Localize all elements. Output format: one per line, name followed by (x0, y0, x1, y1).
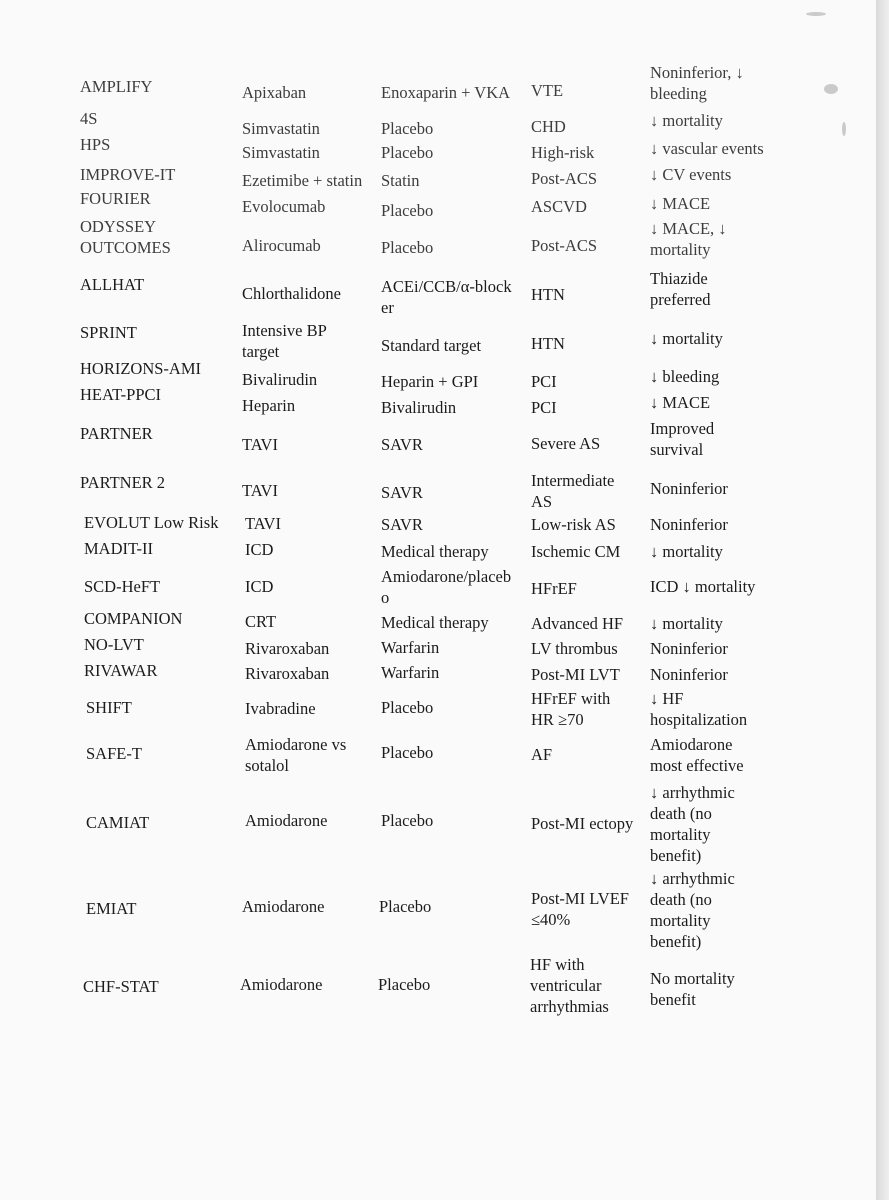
trial-name: SPRINT (80, 323, 137, 342)
comparator: ACEi/CCB/α-block er (381, 277, 512, 317)
comparator: Placebo (381, 743, 434, 762)
intervention: Simvastatin (242, 143, 320, 162)
comparator: Heparin + GPI (381, 372, 479, 391)
comparator: Placebo (381, 238, 434, 257)
intervention: Amiodarone (240, 975, 323, 994)
outcome: ↓ MACE (650, 194, 711, 213)
trial-name: AMPLIFY (80, 77, 153, 96)
comparator: SAVR (381, 435, 423, 454)
outcome: Noninferior, ↓ bleeding (650, 63, 744, 103)
population: HTN (531, 334, 565, 353)
comparator: Placebo (381, 143, 434, 162)
intervention: Rivaroxaban (245, 664, 330, 683)
population: HFrEF (531, 579, 577, 598)
outcome: ↓ mortality (650, 111, 723, 130)
population: PCI (531, 372, 557, 391)
population: HTN (531, 285, 565, 304)
population: Post-ACS (531, 236, 598, 255)
outcome: No mortality benefit (650, 969, 735, 1009)
trial-name: SHIFT (86, 698, 132, 717)
outcome: Noninferior (650, 639, 728, 658)
population: AF (531, 745, 553, 764)
comparator: Statin (381, 171, 420, 190)
comparator: Standard target (381, 336, 482, 355)
intervention: Simvastatin (242, 119, 320, 138)
population: ASCVD (531, 197, 587, 216)
outcome: ↓ mortality (650, 542, 723, 561)
trial-name: FOURIER (80, 189, 151, 208)
intervention: Chlorthalidone (242, 284, 341, 303)
trial-name: 4S (80, 109, 98, 128)
trial-name: HORIZONS-AMI (80, 359, 201, 378)
intervention: CRT (245, 612, 277, 631)
outcome: ↓ vascular events (650, 139, 764, 158)
comparator: Placebo (378, 975, 431, 994)
trial-name: SAFE-T (86, 744, 142, 763)
population: Post-MI ectopy (531, 814, 634, 833)
comparator: Placebo (381, 119, 434, 138)
trial-name: MADIT-II (84, 539, 154, 558)
outcome: ↓ CV events (650, 165, 732, 184)
intervention: Alirocumab (242, 236, 321, 255)
comparator: Placebo (379, 897, 432, 916)
outcome: Amiodarone most effective (650, 735, 744, 775)
page-edge-shadow (876, 0, 889, 1200)
outcome: ↓ mortality (650, 614, 723, 633)
intervention: Amiodarone (242, 897, 325, 916)
population: Severe AS (531, 434, 601, 453)
population: PCI (531, 398, 557, 417)
intervention: Heparin (242, 396, 296, 415)
intervention: TAVI (242, 481, 278, 500)
population: Post-MI LVT (531, 665, 620, 684)
intervention: Amiodarone (245, 811, 328, 830)
trial-name: HEAT-PPCI (80, 385, 161, 404)
intervention: Intensive BP target (242, 321, 327, 361)
intervention: Evolocumab (242, 197, 326, 216)
intervention: TAVI (242, 435, 278, 454)
outcome: ↓ arrhythmic death (no mortality benefit) (650, 869, 735, 951)
intervention: Bivalirudin (242, 370, 318, 389)
outcome: ↓ MACE, ↓ mortality (650, 219, 727, 259)
trial-name: NO-LVT (84, 635, 144, 654)
population: HFrEF with HR ≥70 (531, 689, 611, 729)
trial-name: CAMIAT (86, 813, 150, 832)
population: Ischemic CM (531, 542, 621, 561)
trial-name: ODYSSEY OUTCOMES (80, 217, 171, 257)
trial-name: COMPANION (84, 609, 183, 628)
comparator: SAVR (381, 515, 423, 534)
trial-name: PARTNER 2 (80, 473, 166, 492)
trial-name: ALLHAT (80, 275, 145, 294)
intervention: Rivaroxaban (245, 639, 330, 658)
outcome: Noninferior (650, 479, 728, 498)
population: Post-ACS (531, 169, 598, 188)
comparator: Medical therapy (381, 613, 489, 632)
comparator: Amiodarone/placeb o (381, 567, 512, 607)
outcome: ↓ HF hospitalization (650, 689, 748, 729)
trial-name: RIVAWAR (84, 661, 158, 680)
trial-name: PARTNER (80, 424, 153, 443)
comparator: Bivalirudin (381, 398, 457, 417)
population: CHD (531, 117, 566, 136)
comparator: Medical therapy (381, 542, 489, 561)
trial-name: HPS (80, 135, 111, 154)
outcome: ↓ mortality (650, 329, 723, 348)
intervention: ICD (245, 577, 274, 596)
outcome: Noninferior (650, 665, 728, 684)
intervention: Ezetimibe + statin (242, 171, 363, 190)
comparator: Placebo (381, 811, 434, 830)
intervention: ICD (245, 540, 274, 559)
comparator: Enoxaparin + VKA (381, 83, 511, 102)
comparator: Placebo (381, 698, 434, 717)
population: Low-risk AS (531, 515, 616, 534)
comparator: SAVR (381, 483, 423, 502)
trial-name: SCD-HeFT (84, 577, 161, 596)
population: Post-MI LVEF ≤40% (531, 889, 629, 929)
page-mark (806, 12, 826, 16)
trial-name: EVOLUT Low Risk (84, 513, 219, 532)
comparator: Warfarin (381, 663, 440, 682)
population: LV thrombus (531, 639, 618, 658)
trial-name: CHF-STAT (83, 977, 159, 996)
population: High-risk (531, 143, 595, 162)
outcome: Noninferior (650, 515, 728, 534)
population: Intermediate AS (531, 471, 615, 511)
outcome: Improved survival (650, 419, 715, 459)
population: VTE (531, 81, 564, 100)
comparator: Warfarin (381, 638, 440, 657)
comparator: Placebo (381, 201, 434, 220)
intervention: Ivabradine (245, 699, 316, 718)
outcome: Thiazide preferred (650, 269, 711, 309)
intervention: Amiodarone vs sotalol (245, 735, 347, 775)
population: Advanced HF (531, 614, 624, 633)
intervention: TAVI (245, 514, 281, 533)
outcome: ↓ bleeding (650, 367, 720, 386)
population: HF with ventricular arrhythmias (530, 955, 609, 1016)
trial-name: IMPROVE-IT (80, 165, 176, 184)
outcome: ↓ arrhythmic death (no mortality benefit) (650, 783, 735, 865)
intervention: Apixaban (242, 83, 307, 102)
outcome: ↓ MACE (650, 393, 711, 412)
trial-name: EMIAT (86, 899, 137, 918)
outcome: ICD ↓ mortality (650, 577, 756, 596)
